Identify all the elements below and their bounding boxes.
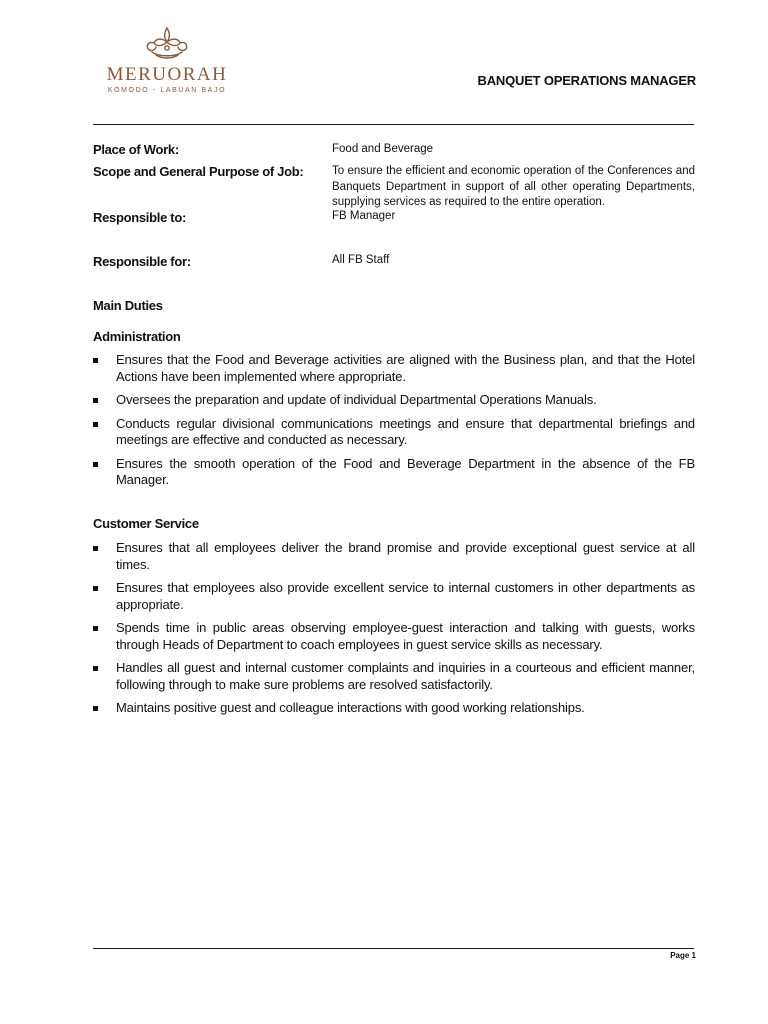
main-duties-heading: Main Duties [93,298,163,313]
administration-list [93,352,695,496]
page-number: Page 1 [670,951,696,960]
customer-service-list [93,540,695,724]
scope-label: Scope and General Purpose of Job: [93,164,304,179]
bullet-icon [93,422,98,427]
list-item: Maintains positive guest and colleague interactions with good working relationships. [93,700,695,717]
list-item: Ensures the smooth operation of the Food and Beverage Department in the absence of the FB Manager. [93,456,695,489]
place-of-work-label: Place of Work: [93,142,179,157]
list-item: Conducts regular divisional communications meetings and ensure that departmental briefings and meetings are effective and conducted as necessary. [93,416,695,449]
bullet-icon [93,546,98,551]
customer-service-heading: Customer Service [93,516,199,531]
header-divider [93,124,694,125]
list-item: Handles all guest and internal customer complaints and inquiries in a courteous and efficient manner, following through to make sure problems are resolved satisfactorily. [93,660,695,693]
bullet-icon [93,626,98,631]
bullet-icon [93,706,98,711]
scope-row [93,164,695,212]
brand-tagline: KOMODO - LABUAN BAJO [107,87,227,94]
brand-name: MERUORAH [106,64,228,85]
responsible-for-label: Responsible for: [93,254,191,269]
job-title: BANQUET OPERATIONS MANAGER [477,73,696,88]
place-of-work-row [93,142,695,162]
bullet-icon [93,586,98,591]
scope-value: To ensure the efficient and economic operation of the Conferences and Banquets Department in support of all other operating Departments, supplying services as required to the entire operation. [332,165,695,208]
bullet-icon [93,398,98,403]
list-item: Ensures that employees also provide excellent service to internal customers in other departments as appropriate. [93,580,695,613]
lotus-emblem-icon [142,24,192,62]
bullet-icon [93,666,98,671]
responsible-to-row [93,209,695,229]
responsible-to-value: FB Manager [332,210,396,222]
brand-logo [92,24,252,104]
responsible-for-row [93,253,695,273]
responsible-to-label: Responsible to: [93,210,187,225]
administration-heading: Administration [93,329,181,344]
bullet-icon [93,358,98,363]
place-of-work-value: Food and Beverage [332,143,434,155]
bullet-icon [93,462,98,467]
list-item: Ensures that all employees deliver the brand promise and provide exceptional guest service at all times. [93,540,695,573]
list-item: Ensures that the Food and Beverage activities are aligned with the Business plan, and that the Hotel Actions have been implemented where appropriate. [93,352,695,385]
list-item: Spends time in public areas observing employee-guest interaction and talking with guests, works through Heads of Department to coach employees in guest service skills as necessary. [93,620,695,653]
footer-divider [93,948,694,949]
responsible-for-value: All FB Staff [332,254,390,266]
list-item: Oversees the preparation and update of individual Departmental Operations Manuals. [93,392,695,409]
